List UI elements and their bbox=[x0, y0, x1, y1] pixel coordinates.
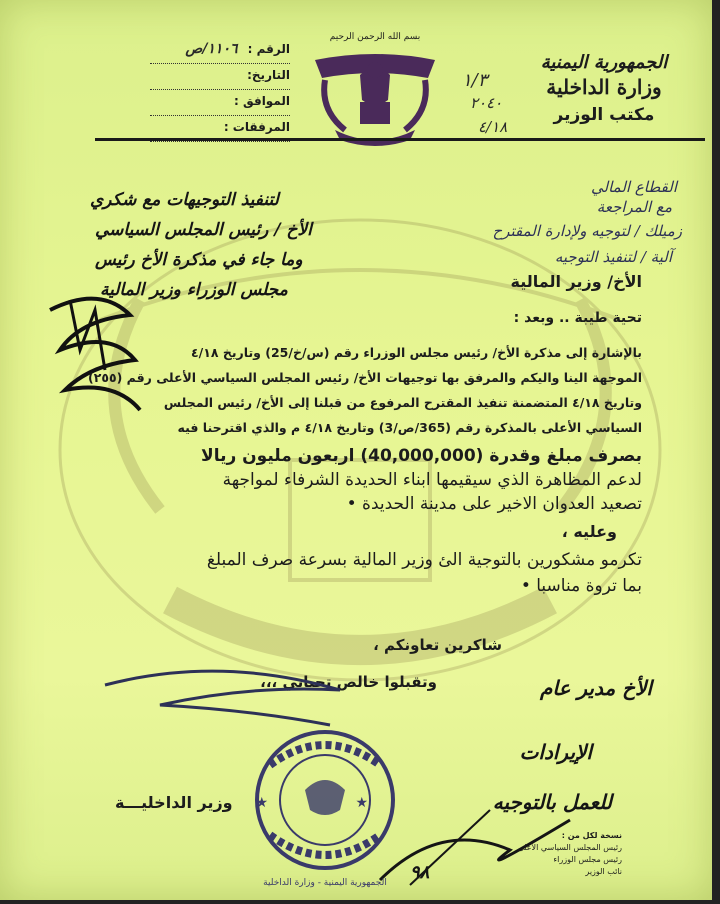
date-field bbox=[150, 64, 290, 90]
purpose-line-1: لدعم المظاهرة الذي سيقيمها ابناء الحديدة الشرفاء لمواجهة bbox=[222, 470, 642, 490]
office-name: مكتب الوزير bbox=[553, 105, 655, 125]
cc-list bbox=[517, 830, 622, 878]
request-line-1: تكرمو مشكورين بالتوجية الئ وزير المالية بسرعة صرف المبلغ bbox=[206, 550, 642, 570]
country-name: الجمهورية اليمنية bbox=[540, 52, 668, 73]
cc-item: رئيس المجلس السياسي الأعلى bbox=[517, 843, 622, 852]
handwritten-note-line-4: مجلس الوزراء وزير المالية bbox=[100, 280, 288, 300]
corresponding-label: الموافق : bbox=[234, 94, 290, 108]
cc-item: رئيس مجلس الوزراء bbox=[553, 855, 622, 864]
handwritten-directive-line-1: الأخ مدير عام bbox=[539, 676, 652, 700]
number-label: الرقم : bbox=[247, 42, 290, 56]
minister-signature-icon bbox=[100, 655, 350, 735]
date-label: التاريخ: bbox=[247, 68, 290, 82]
handwritten-routing-line-3: زميلك / لتوجيه ولإدارة المقترح bbox=[492, 222, 682, 240]
handwritten-signature-icon bbox=[40, 290, 150, 420]
therefore-heading: وعليه ، bbox=[561, 522, 617, 541]
closing-line: وتقبلوا خالص تحياتي ،،، bbox=[260, 673, 437, 691]
paragraph-line-4: السياسي الأعلى بالمذكرة رقم (365/ص/3) وتاريخ ٤/١٨ م والذي اقترحنا فيه bbox=[177, 420, 642, 435]
number-value: ١١٠٦/ص bbox=[185, 41, 238, 57]
request-line-2: بما تروة مناسبا • bbox=[520, 576, 642, 596]
purpose-line-2: تصعيد العدوان الاخير على مدينة الحديدة • bbox=[346, 494, 642, 514]
eagle-emblem-icon bbox=[300, 30, 450, 150]
paragraph-line-2: الموجهة الينا واليكم والمرفق بها توجيهات الأخ/ رئيس المجلس السياسي الأعلى رقم (٢٥٥) bbox=[88, 370, 642, 385]
amount-line: بصرف مبلغ وقدرة (40,000,000) اربعون مليون ريالا bbox=[201, 446, 642, 466]
header-divider bbox=[95, 138, 705, 141]
stamp-caption: الجمهورية اليمنية - وزارة الداخلية bbox=[263, 878, 387, 888]
handwritten-routing-line-2: مع المراجعة bbox=[596, 198, 672, 216]
handwritten-directive-line-2: الإيرادات bbox=[519, 740, 592, 764]
handwritten-ref-year: ٢٠٤٠ bbox=[470, 94, 503, 112]
cc-title: نسخة لكل من : bbox=[561, 831, 622, 840]
handwritten-routing-line-1: القطاع المالي bbox=[591, 178, 677, 196]
handwritten-ref-date: ٤/١٨ bbox=[478, 118, 508, 136]
reference-fields bbox=[150, 38, 290, 142]
cc-item: نائب الوزير bbox=[585, 867, 622, 876]
number-field bbox=[150, 38, 290, 64]
addressee: الأخ/ وزير المالية bbox=[510, 272, 642, 291]
handwritten-ref: ١/٣ bbox=[462, 70, 488, 91]
signature-title: وزير الداخليـــة bbox=[115, 793, 233, 812]
svg-text:★: ★ bbox=[255, 795, 268, 811]
handwritten-note-line-1: لتنفيذ التوجيهات مع شكري bbox=[90, 190, 279, 210]
svg-text:★: ★ bbox=[355, 795, 368, 811]
basmala: بسم الله الرحمن الرحيم bbox=[329, 32, 421, 42]
ministry-stamp-icon bbox=[250, 725, 400, 875]
handwritten-note-line-3: وما جاء في مذكرة الأخ رئيس bbox=[95, 250, 303, 270]
corresponding-field bbox=[150, 90, 290, 116]
ministry-name: وزارة الداخلية bbox=[546, 75, 662, 99]
greeting: تحية طيبة .. وبعد : bbox=[513, 310, 642, 326]
paragraph-line-1: بالإشارة إلى مذكرة الأخ/ رئيس مجلس الوزراء رقم (س/خ/25) وتاريخ ٤/١٨ bbox=[191, 345, 642, 360]
paragraph-line-3: وتاريخ ٤/١٨ المتضمنة تنفيذ المقترح المرفوع من قبلنا إلى الأخ/ رئيس المجلس bbox=[163, 395, 642, 410]
thanks-line: شاكرين تعاونكم ، bbox=[373, 636, 502, 654]
handwritten-directive-number: ٩٨ bbox=[410, 862, 430, 883]
handwritten-directive-line-3: للعمل بالتوجيه bbox=[492, 790, 612, 814]
ministry-header bbox=[514, 52, 694, 125]
handwritten-routing-line-4: آلية / لتنفيذ التوجيه bbox=[554, 248, 672, 266]
handwritten-note-line-2: الأخ / رئيس المجلس السياسي bbox=[95, 220, 312, 240]
attachments-label: المرفقات : bbox=[223, 120, 290, 134]
